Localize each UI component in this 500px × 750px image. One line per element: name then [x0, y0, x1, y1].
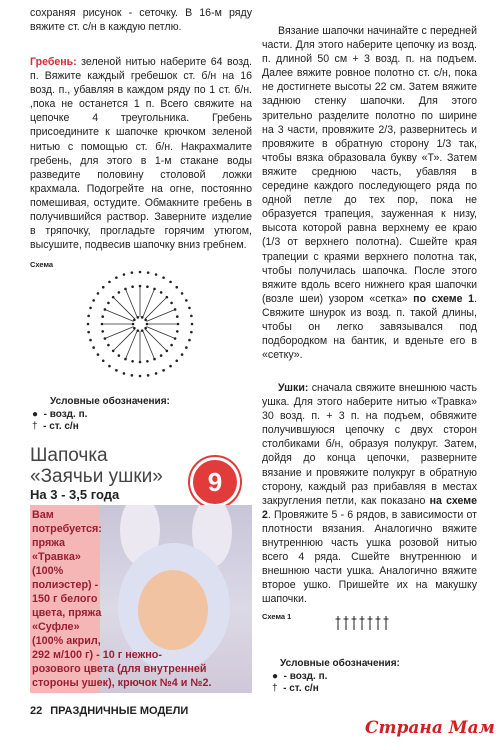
title-line-1: Шапочка	[30, 445, 108, 466]
chain-dot	[112, 296, 115, 299]
chain-dot	[139, 361, 142, 364]
chain-dot	[146, 360, 149, 363]
chain-dot	[185, 299, 188, 302]
page-footer	[30, 705, 188, 717]
chain-dot	[89, 339, 92, 342]
materials-line: 292 м/100 г) - 10 г нежно-	[32, 649, 162, 661]
materials-line: (100% акрил,	[32, 635, 101, 647]
chain-dot	[174, 308, 177, 311]
size-label: На 3 - 3,5 года	[30, 487, 120, 502]
stitch-spoke	[145, 297, 167, 319]
chain-dot	[107, 344, 110, 347]
chain-dot	[112, 350, 115, 353]
crochet-schema-diagram	[70, 262, 210, 387]
chain-dot	[87, 323, 90, 326]
mesh-schema-diagram	[332, 612, 392, 634]
section-name: ПРАЗДНИЧНЫЕ МОДЕЛИ	[50, 705, 189, 717]
chain-dot	[166, 350, 169, 353]
chain-dot	[141, 316, 144, 319]
chain-dot	[131, 285, 134, 288]
legend-chain-text: - возд. п.	[43, 409, 88, 420]
chain-dot	[124, 358, 127, 361]
schema-ref-1: по схеме 1	[407, 292, 475, 305]
chain-dot	[102, 286, 105, 289]
chain-dot	[153, 288, 156, 291]
ears-instructions	[262, 381, 477, 607]
chain-dot	[101, 323, 104, 326]
chain-dot	[131, 374, 134, 377]
chain-dot	[160, 291, 163, 294]
chain-dot	[118, 291, 121, 294]
stitch-spoke	[143, 330, 155, 359]
stitch-spoke	[105, 327, 134, 339]
stitch-spoke	[146, 309, 175, 321]
legend-row-chain	[32, 409, 87, 420]
dc-stitch-symbol: †	[272, 683, 278, 694]
chain-dot	[169, 365, 172, 368]
comb-paragraph	[30, 55, 252, 252]
chain-dot	[115, 369, 118, 372]
chain-dot	[102, 359, 105, 362]
chain-dot	[108, 365, 111, 368]
materials-line: «Травка»	[32, 551, 81, 563]
chain-dot	[97, 353, 100, 356]
materials-line: 150 г белого	[32, 593, 98, 605]
ears-text-1: сначала свяжите внешнюю часть ушка. Для этого наберите нитью «Травка» 30 возд. п. + 3 п. на подъем, обвяжите получившуюся цепочку с двух сторон столбиками б/н, образуя полукруг. Затем, дойдя до конца цепочки, разверните вязание и провяжите полукруг в обратную сторону, каждый раз прибавляя в местах закругления петли, как показано	[262, 382, 477, 507]
ears-text-2: . Провяжите 5 - 6 рядов, в зависимости от плотности вязания. Аналогично вяжите внутреннюю часть ушка розовой нитью всего 4 ряда. Сшейте внутреннюю и внешнюю части ушка. Аналогично вяжите второе ушко. Пришейте их на макушку шапочки.	[262, 508, 477, 606]
project-number-badge: 9	[190, 457, 240, 507]
materials-line: потребуется:	[32, 523, 102, 535]
legend-dc-text: - ст. с/н	[43, 421, 79, 432]
chain-dot	[162, 276, 165, 279]
chain-dot	[107, 302, 110, 305]
chain-dot	[131, 360, 134, 363]
chain-dot	[170, 302, 173, 305]
chain-dot	[123, 372, 126, 375]
chain-dot	[104, 337, 107, 340]
stitch-spoke	[146, 327, 175, 339]
main-instructions	[262, 24, 477, 362]
stitch-spoke	[105, 309, 134, 321]
materials-line: Вам	[32, 509, 54, 521]
ears-label: Ушки:	[278, 382, 309, 394]
legend-chain-text-right: - возд. п.	[283, 671, 328, 682]
chain-dot	[144, 319, 147, 322]
stitch-spoke	[145, 329, 167, 351]
chain-dot	[131, 271, 134, 274]
chain-dot	[190, 331, 193, 334]
chain-dot	[147, 271, 150, 274]
page-number: 22	[30, 705, 43, 717]
chain-dot	[170, 344, 173, 347]
chain-dot	[175, 286, 178, 289]
chain-dot	[101, 315, 104, 318]
chain-dot	[188, 307, 191, 310]
chain-dot	[147, 374, 150, 377]
chain-stitch-symbol: ●	[32, 409, 39, 420]
chain-dot	[101, 330, 104, 333]
chain-dot	[133, 327, 136, 330]
site-logo: Страна Мам	[365, 718, 495, 738]
chain-dot	[185, 346, 188, 349]
chain-dot	[104, 308, 107, 311]
chain-dot	[166, 296, 169, 299]
chain-dot	[137, 316, 140, 319]
chain-dot	[141, 329, 144, 332]
chain-stitch-symbol: ●	[272, 671, 279, 682]
chain-dot	[118, 354, 121, 357]
chain-dot	[87, 331, 90, 334]
chain-dot	[123, 273, 126, 276]
chain-dot	[177, 323, 180, 326]
chain-dot	[139, 375, 142, 378]
stitch-spoke	[143, 289, 155, 318]
chain-dot	[115, 276, 118, 279]
materials-line: пряжа	[32, 537, 66, 549]
main-text-1: Вязание шапочки начинайте с передней части. Для этого наберите цепочку из возд. п. длиной 50 см + 3 возд. п. на подъем. Далее вяжите ровное полотно ст. с/н, пока не достигнете высоты 22 см. Затем вяжите заднюю стенку шапочки. Для этого зрительно разделите полотно по ширине на 3 части, провяжите 2/3, развернитесь и провяжите в обратную сторону 1/3 так, чтобы вязка образовала букву «Т». Затем вяжите среднюю часть, убавляя в середине каждого последующего ряда по одной петле до тех пор, пока не образуется трапеция, зауженная к низу, высота которой равна верхнему ее краю (1/3 от верхнего полотна). Сшейте края трапеции с краями верхнего полотна так, чтобы получилась шапочка. После этого вяжите вдоль всего нижнего края шапочки (возле шеи) узором «сетка»	[262, 25, 477, 305]
chain-dot	[153, 358, 156, 361]
materials-line: полиэстер) -	[32, 579, 99, 591]
comb-text: зеленой нитью наберите 64 возд. п. Вяжите каждый гребешок ст. б/н на 16 возд. п., убавляя в каждом ряду по 1 ст. б/н. ,пока не останется 1 п. Всего свяжите на цепочке 4 треугольника. Гребень присоедините к шапочке крючком зеленой нитью с помощью ст. б/н. Накрахмалите гребень, для этого в 1-м стакане воды разведите половину столовой ложки крахмала. Подогрейте на огне, постоянно помешивая, остудите. Обмакните гребень в получившийся раствор. Заверните изделие в тряпочку, прогладьте горячим утюгом, высушите, подвесив шапочку вниз гребнем.	[30, 56, 252, 252]
chain-dot	[133, 319, 136, 322]
intro-text: сохраняя рисунок - сеточку. В 16-м ряду вяжите ст. с/н в каждую петлю.	[30, 7, 252, 34]
legend-row-chain-right	[272, 671, 327, 682]
materials-line: «Суфле»	[32, 621, 80, 633]
chain-dot	[162, 369, 165, 372]
chain-dot	[144, 327, 147, 330]
chain-dot	[174, 337, 177, 340]
chain-dot	[181, 292, 184, 295]
chain-dot	[146, 323, 149, 326]
legend-row-dc-right	[272, 683, 319, 694]
chain-dot	[108, 281, 111, 284]
chain-dot	[97, 292, 100, 295]
main-text-2: . Свяжите шнурок из возд. п. такой длины, чтобы он легко завязывался под подбородком на бантик, и вденьте его в «сетку».	[262, 292, 478, 362]
legend-dc-text-right: - ст. с/н	[283, 683, 319, 694]
schema1-label: Схема 1	[262, 612, 292, 621]
legend-title-right: Условные обозначения:	[280, 658, 400, 669]
chain-dot	[146, 285, 149, 288]
chain-dot	[89, 307, 92, 310]
chain-dot	[160, 354, 163, 357]
chain-dot	[181, 353, 184, 356]
stitch-spoke	[113, 297, 135, 319]
stitch-spoke	[125, 330, 137, 359]
title-line-2: «Заячьи ушки»	[30, 466, 163, 487]
chain-dot	[124, 288, 127, 291]
stitch-spoke	[113, 329, 135, 351]
chain-dot	[132, 323, 135, 326]
chain-dot	[139, 285, 142, 288]
chain-dot	[87, 315, 90, 318]
chain-dot	[176, 315, 179, 318]
chain-dot	[137, 329, 140, 332]
materials-line: розового цвета (для внутренней	[32, 663, 207, 675]
schema-label: Схема	[30, 260, 54, 269]
materials-line: стороны ушек), крючок №4 и №2.	[32, 677, 212, 689]
dc-stitch-symbol: †	[32, 421, 38, 432]
schema-ref-2: на схеме 2	[262, 494, 477, 521]
stitch-spoke	[125, 289, 137, 318]
chain-dot	[188, 339, 191, 342]
chain-dot	[169, 281, 172, 284]
materials-list	[32, 508, 272, 690]
chain-dot	[176, 330, 179, 333]
chain-dot	[190, 315, 193, 318]
chain-dot	[92, 346, 95, 349]
materials-line: (100%	[32, 565, 64, 577]
project-title	[30, 445, 163, 487]
legend-title: Условные обозначения:	[50, 396, 170, 407]
legend-row-dc	[32, 421, 79, 432]
materials-line: цвета, пряжа	[32, 607, 102, 619]
chain-dot	[191, 323, 194, 326]
chain-dot	[92, 299, 95, 302]
chain-dot	[155, 273, 158, 276]
comb-label: Гребень:	[30, 56, 77, 68]
chain-dot	[175, 359, 178, 362]
chain-dot	[155, 372, 158, 375]
chain-dot	[139, 271, 142, 274]
